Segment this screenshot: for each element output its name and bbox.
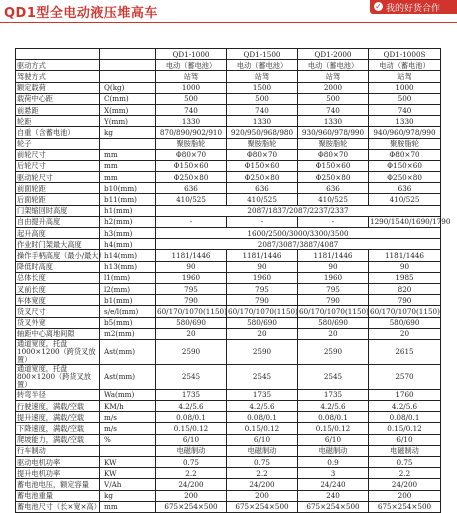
param-cell: 提升速度，满载/空载 (16, 412, 100, 423)
param-cell: 总体长度 (16, 272, 100, 283)
unit-cell (100, 60, 156, 71)
value-cell: 1960 (156, 272, 227, 283)
value-cell: 聚胺脂轮 (369, 138, 441, 149)
value-cell: 6/10 (298, 434, 369, 445)
value-cell: 1330 (227, 116, 298, 127)
value-cell: 站驾 (369, 71, 441, 82)
value-cell: 1330 (369, 116, 441, 127)
value-cell: 740 (156, 104, 227, 115)
unit-cell: b1(mm) (100, 295, 156, 306)
header-cell: QD1-2000 (298, 49, 369, 60)
value-cell: Φ250×80 (227, 172, 298, 183)
value-cell: 电动（蓄电池） (298, 60, 369, 71)
unit-cell: b10(mm) (100, 183, 156, 194)
value-cell: 6/10 (369, 434, 441, 445)
value-cell: 1960 (298, 272, 369, 283)
value-cell: 0.15/0.12 (156, 423, 227, 434)
shop-badge-label: 我的好货合作 (386, 4, 441, 14)
value-cell: 6/10 (227, 434, 298, 445)
value-cell: 0.15/0.12 (369, 423, 441, 434)
table-row (16, 239, 441, 250)
value-cell: 聚胺脂轮 (298, 138, 369, 149)
value-cell: 675×254×500 (227, 501, 298, 512)
param-cell: 货叉外宽 (16, 317, 100, 328)
value-cell: 20 (298, 328, 369, 339)
value-cell: 1960 (227, 272, 298, 283)
value-cell: 2000 (298, 82, 369, 93)
value-cell: 675×254×500 (298, 501, 369, 512)
shop-badge[interactable] (370, 0, 457, 14)
value-cell: 790 (369, 295, 441, 306)
value-cell: 1985 (369, 272, 441, 283)
unit-cell: l2(mm) (100, 283, 156, 294)
value-cell: 20 (227, 328, 298, 339)
param-cell: 轴距中心离地间隙 (16, 328, 100, 339)
param-cell: 爬坡能力，满载/空载 (16, 434, 100, 445)
param-cell: 蓄电池电压，额定容量 (16, 479, 100, 490)
unit-cell: h3(mm) (100, 228, 156, 239)
value-cell: 2545 (227, 364, 298, 389)
param-cell: 叉前长度 (16, 283, 100, 294)
value-cell: 500 (156, 93, 227, 104)
value-cell: 电磁制动 (369, 445, 441, 456)
value-cell: 200 (156, 490, 227, 501)
unit-cell: mm (100, 149, 156, 160)
param-cell: 前悬距 (16, 104, 100, 115)
table-row (16, 216, 441, 227)
value-cell: 790 (227, 295, 298, 306)
header-cell: QD1-1500 (227, 49, 298, 60)
table-row (16, 445, 441, 456)
unit-cell: Wa(mm) (100, 389, 156, 400)
value-cell: 2590 (227, 339, 298, 364)
value-cell: 20 (156, 328, 227, 339)
table-row (16, 71, 441, 82)
table-row (16, 60, 441, 71)
value-cell: 24/200 (227, 479, 298, 490)
table-row (16, 138, 441, 149)
table-row (16, 328, 441, 339)
value-cell: 60/170/1070(1150) (370, 306, 440, 316)
value-cell: 740 (298, 104, 369, 115)
value-cell: 410/525 (298, 194, 369, 205)
param-cell: 蓄电池重量 (16, 490, 100, 501)
value-cell: 2087/3087/3887/4087 (156, 239, 441, 250)
param-cell: 后面轮距 (16, 194, 100, 205)
value-cell: 聚胺脂轮 (227, 138, 298, 149)
param-cell: 驱动轮尺寸 (16, 172, 100, 183)
unit-cell: l1(mm) (100, 272, 156, 283)
value-cell: 500 (227, 93, 298, 104)
value-cell: 636 (156, 183, 227, 194)
value-cell: 1181/1446 (369, 250, 441, 261)
value-cell: 24/200 (369, 479, 441, 490)
table-row (16, 283, 441, 294)
table-row (16, 149, 441, 160)
value-cell: 聚胺脂轮 (156, 138, 227, 149)
value-cell: 820 (369, 283, 441, 294)
value-cell: 站驾 (156, 71, 227, 82)
param-cell: 自重（含蓄电池） (16, 127, 100, 138)
param-cell: 作业时门架最大高度 (16, 239, 100, 250)
value-cell: 2087/1837/2087/2237/2337 (156, 205, 441, 216)
table-row (16, 306, 441, 317)
value-cell: 站驾 (227, 71, 298, 82)
param-cell: 起升高度 (16, 228, 100, 239)
param-cell: 轮距 (16, 116, 100, 127)
value-cell: 675×254×500 (156, 501, 227, 512)
unit-cell: KW (100, 457, 156, 468)
table-row (16, 261, 441, 272)
table-row (16, 250, 441, 261)
value-cell: - (298, 216, 369, 227)
unit-cell: h13(mm) (100, 261, 156, 272)
value-cell: 790 (298, 295, 369, 306)
value-cell: 930/960/978/990 (298, 127, 369, 138)
value-cell: 4.2/5.6 (156, 401, 227, 412)
table-row (16, 272, 441, 283)
value-cell: 1181/1446 (227, 250, 298, 261)
param-cell: 前面轮距 (16, 183, 100, 194)
table-row (16, 127, 441, 138)
unit-cell: V/Ah (100, 479, 156, 490)
value-cell: 电磁制动 (227, 445, 298, 456)
param-cell: 下降速度，满载/空载 (16, 423, 100, 434)
unit-cell: h4(mm) (100, 239, 156, 250)
table-row (16, 490, 441, 501)
value-cell: 500 (298, 93, 369, 104)
param-cell: 自由提升高度 (16, 216, 100, 227)
unit-cell: b5(mm) (100, 317, 156, 328)
value-cell: 1290/1540/1690/1790 (370, 217, 451, 227)
value-cell: 90 (156, 261, 227, 272)
value-cell: 2.2 (227, 468, 298, 479)
spec-table (15, 48, 451, 513)
table-row (16, 412, 441, 423)
value-cell: 0.15/0.12 (227, 423, 298, 434)
param-cell: 驾驶方式 (16, 71, 100, 82)
unit-cell: h2(mm) (100, 216, 156, 227)
value-cell: 580/690 (369, 317, 441, 328)
header-cell (16, 49, 100, 60)
value-cell: 90 (227, 261, 298, 272)
table-row (16, 82, 441, 93)
value-cell: 60/170/1070(1150) (228, 306, 298, 316)
value-cell: 4.2/5.6 (298, 401, 369, 412)
value-cell: 2545 (156, 364, 227, 389)
table-row (16, 172, 441, 183)
table-row (16, 317, 441, 328)
param-cell: 行车制动 (16, 445, 100, 456)
unit-cell: Ast(mm) (100, 364, 156, 389)
table-row (16, 194, 441, 205)
value-cell: 410/525 (369, 194, 441, 205)
value-cell: 电磁制动 (156, 445, 227, 456)
unit-cell: m/s (100, 423, 156, 434)
table-row (16, 457, 441, 468)
value-cell: 636 (227, 183, 298, 194)
unit-cell: mm (100, 501, 156, 512)
table-row (16, 93, 441, 104)
value-cell: 6/10 (156, 434, 227, 445)
param-cell: 通道宽度，托盘 1000×1200（跨货叉放置） (16, 339, 100, 364)
value-cell: 20 (369, 328, 441, 339)
value-cell: 0.08/0.1 (369, 412, 441, 423)
param-cell: 货叉尺寸 (16, 306, 100, 317)
unit-cell: % (100, 434, 156, 445)
value-cell: 740 (227, 104, 298, 115)
value-cell: 2570 (369, 364, 441, 389)
value-cell: 920/950/968/980 (227, 127, 298, 138)
unit-cell: s/e/l(mm) (100, 306, 156, 317)
value-cell: 500 (369, 93, 441, 104)
table-row (16, 423, 441, 434)
value-cell: 636 (298, 183, 369, 194)
value-cell: 2590 (298, 339, 369, 364)
value-cell: 1760 (369, 389, 441, 400)
param-cell: 行驶速度，满载/空载 (16, 401, 100, 412)
value-cell: - (227, 216, 298, 227)
unit-cell: X(mm) (100, 104, 156, 115)
shop-icon: ✓ (375, 2, 382, 11)
param-cell: 后轮尺寸 (16, 160, 100, 171)
value-cell: 0.75 (369, 457, 441, 468)
value-cell: - (156, 216, 227, 227)
value-cell: 3 (298, 468, 369, 479)
page-title: QD1型全电动液压堆高车 (4, 6, 158, 21)
table-row (16, 339, 441, 364)
value-cell: 站驾 (298, 71, 369, 82)
unit-cell (100, 138, 156, 149)
value-cell: 580/690 (227, 317, 298, 328)
value-cell: 790 (156, 295, 227, 306)
value-cell: 4.2/5.6 (369, 401, 441, 412)
table-row (16, 160, 441, 171)
value-cell: 200 (227, 490, 298, 501)
table-row (16, 401, 441, 412)
value-cell: 2615 (369, 339, 441, 364)
table-row (16, 364, 441, 389)
value-cell: 2.2 (156, 468, 227, 479)
value-cell: 1000 (369, 82, 441, 93)
unit-cell (100, 71, 156, 82)
value-cell: 0.75 (227, 457, 298, 468)
value-cell: 1330 (298, 116, 369, 127)
value-cell: 410/525 (227, 194, 298, 205)
table-row (16, 434, 441, 445)
value-cell: 2.2 (369, 468, 441, 479)
unit-cell (100, 445, 156, 456)
unit-cell: h1(mm) (100, 205, 156, 216)
value-cell: 795 (156, 283, 227, 294)
header-cell: QD1-1000S (369, 49, 441, 60)
table-row (16, 116, 441, 127)
value-cell: 1181/1446 (298, 250, 369, 261)
unit-cell: KW (100, 468, 156, 479)
param-cell: 门架缩回时高度 (16, 205, 100, 216)
value-cell: 1000 (156, 82, 227, 93)
param-cell: 蓄电池尺寸（长×宽×高） (17, 502, 101, 512)
param-cell: 降低时高度 (16, 261, 100, 272)
param-cell: 操作手柄高度（最小/最大） (17, 250, 106, 260)
param-cell: 额定载荷 (16, 82, 100, 93)
value-cell: 电动（蓄电池） (227, 60, 298, 71)
table-row (16, 228, 441, 239)
value-cell: 电磁制动 (298, 445, 369, 456)
value-cell: 1600/2500/3000/3300/3500 (156, 228, 441, 239)
value-cell: 675×254×500 (369, 501, 441, 512)
value-cell: 60/170/1070(1150) (299, 306, 369, 316)
unit-cell: Y(mm) (100, 116, 156, 127)
title-divider (0, 22, 457, 23)
table-row (16, 183, 441, 194)
value-cell: 24/200 (156, 479, 227, 490)
value-cell: 940/960/978/990 (369, 127, 441, 138)
table-row (16, 389, 441, 400)
param-cell: 前轮尺寸 (16, 149, 100, 160)
table-row (16, 205, 441, 216)
unit-cell: mm (100, 160, 156, 171)
param-cell: 车体宽度 (16, 295, 100, 306)
param-cell: 载荷中心距 (16, 93, 100, 104)
value-cell: Φ250×80 (369, 172, 441, 183)
value-cell: 580/690 (298, 317, 369, 328)
value-cell: 870/890/902/910 (156, 127, 227, 138)
unit-cell: mm (100, 172, 156, 183)
param-cell: 提升电机功率 (16, 468, 100, 479)
value-cell: Φ80×70 (298, 149, 369, 160)
value-cell: 2590 (156, 339, 227, 364)
value-cell: 0.75 (156, 457, 227, 468)
value-cell: 90 (298, 261, 369, 272)
value-cell: 0.08/0.1 (156, 412, 227, 423)
value-cell: 1735 (156, 389, 227, 400)
value-cell: 60/170/1070(1150) (157, 306, 227, 316)
value-cell: 1330 (156, 116, 227, 127)
value-cell: 电动（蓄电池） (369, 60, 441, 71)
unit-cell: C(mm) (100, 93, 156, 104)
table-row (16, 104, 441, 115)
table-row (16, 479, 441, 490)
value-cell: Φ250×80 (156, 172, 227, 183)
value-cell: 电动（蓄电池） (156, 60, 227, 71)
value-cell: 2545 (298, 364, 369, 389)
value-cell: 240 (298, 490, 369, 501)
table-row (16, 468, 441, 479)
unit-cell: m/s (100, 412, 156, 423)
param-cell: 转弯半径 (16, 389, 100, 400)
value-cell: 1735 (298, 389, 369, 400)
value-cell: 0.9 (298, 457, 369, 468)
header-cell (100, 49, 156, 60)
param-cell: 驱动方式 (16, 60, 100, 71)
unit-cell: kg (100, 127, 156, 138)
table-row (16, 295, 441, 306)
value-cell: Φ250×80 (298, 172, 369, 183)
value-cell: 1181/1446 (156, 250, 227, 261)
unit-cell: Ast(mm) (100, 339, 156, 364)
table-header-row (16, 49, 441, 60)
value-cell: 24/240 (298, 479, 369, 490)
unit-cell: m2(mm) (100, 328, 156, 339)
value-cell: Φ150×60 (369, 160, 441, 171)
value-cell: 90 (369, 261, 441, 272)
value-cell: Φ150×60 (227, 160, 298, 171)
value-cell: Φ80×70 (227, 149, 298, 160)
value-cell: Φ80×70 (156, 149, 227, 160)
header-cell: QD1-1000 (156, 49, 227, 60)
unit-cell: b11(mm) (100, 194, 156, 205)
unit-cell: KM/h (100, 401, 156, 412)
value-cell: 636 (369, 183, 441, 194)
value-cell: 1500 (227, 82, 298, 93)
value-cell: 4.2/5.6 (227, 401, 298, 412)
value-cell: Φ80×70 (369, 149, 441, 160)
param-cell: 驱动电机功率 (16, 457, 100, 468)
value-cell: 740 (369, 104, 441, 115)
value-cell: 0.08/0.1 (227, 412, 298, 423)
unit-cell: h14(mm) (100, 250, 156, 261)
unit-cell: kg (100, 490, 156, 501)
value-cell: Φ150×60 (298, 160, 369, 171)
value-cell: 0.15/0.12 (298, 423, 369, 434)
value-cell: 1735 (227, 389, 298, 400)
unit-cell: Q(kg) (100, 82, 156, 93)
value-cell: 410/525 (156, 194, 227, 205)
param-cell: 轮子 (16, 138, 100, 149)
value-cell: Φ150×60 (156, 160, 227, 171)
value-cell: 795 (298, 283, 369, 294)
value-cell: 580/690 (156, 317, 227, 328)
value-cell: 0.08/0.1 (298, 412, 369, 423)
value-cell: 200 (369, 490, 441, 501)
table-row (16, 501, 441, 512)
value-cell: 795 (227, 283, 298, 294)
param-cell: 通道宽度，托盘 800×1200（跨货叉放置） (16, 364, 100, 389)
